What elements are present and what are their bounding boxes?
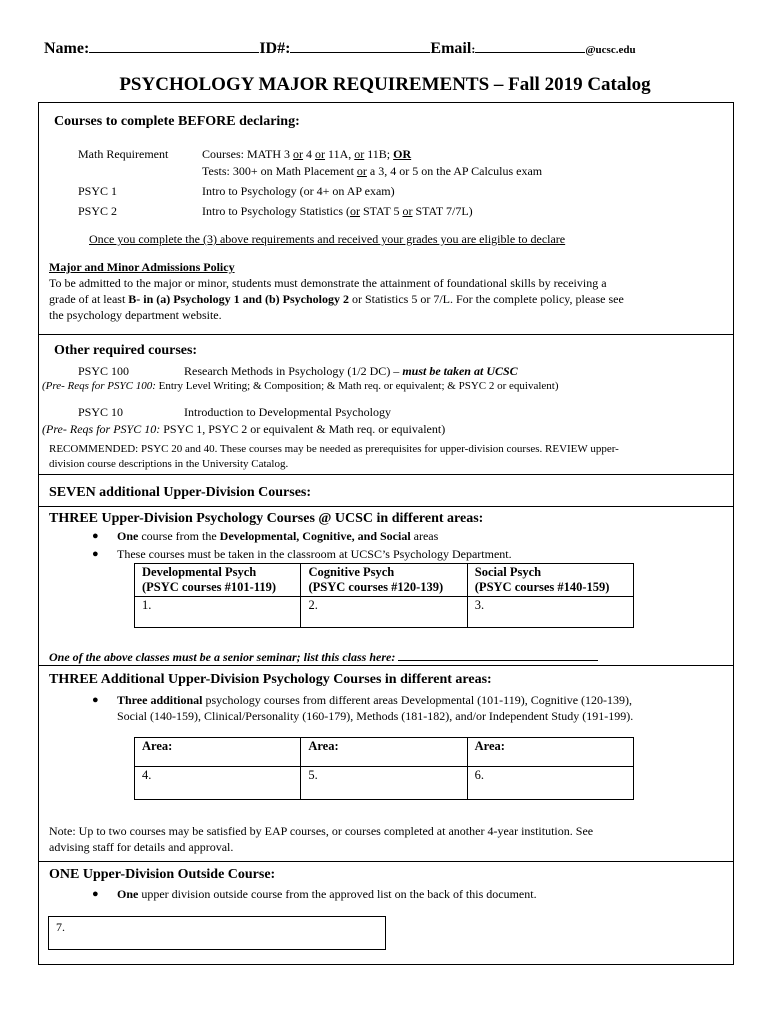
id-field[interactable] — [290, 38, 430, 53]
email-field[interactable] — [475, 38, 585, 53]
eap-note: Note: Up to two courses may be satisfied by EAP courses, or courses completed at another 4-year institution. See advising staff for details and approval. — [49, 824, 594, 854]
psyc100-prereq: (Pre- Reqs for PSYC 100: Entry Level Writing; & Composition; & Math req. or equivalent; & PSYC 2 or equivalent) — [42, 380, 559, 392]
divider — [38, 861, 734, 862]
course-2-field[interactable]: 2. — [301, 597, 467, 628]
seven-heading: SEVEN additional Upper-Division Courses: — [49, 485, 312, 500]
divider — [38, 964, 734, 965]
senior-seminar-field[interactable] — [398, 648, 598, 661]
table-row — [135, 738, 634, 767]
bullet-icon: ● — [92, 530, 99, 542]
three-ucsc-heading: THREE Upper-Division Psychology Courses @ UCSC in different areas: — [49, 511, 484, 526]
outside-bullet: One upper division outside course from the approved list on the back of this document. — [117, 887, 537, 901]
psyc10-prereq: (Pre- Reqs for PSYC 10: PSYC 1, PSYC 2 or equivalent & Math req. or equivalent) — [42, 422, 446, 436]
psyc1-label: PSYC 1 — [78, 184, 118, 198]
psyc2-desc: Intro to Psychology Statistics (or STAT 5 or STAT 7/7L) — [202, 204, 473, 218]
additional-courses-table — [134, 737, 634, 800]
email-colon: : — [471, 42, 476, 56]
email-domain: @ucsc.edu — [585, 44, 636, 56]
area-label-6: Area: — [467, 738, 633, 767]
course-6-field[interactable]: 6. — [467, 767, 633, 800]
psyc10-desc: Introduction to Developmental Psychology — [184, 405, 391, 419]
psyc1-desc: Intro to Psychology (or 4+ on AP exam) — [202, 184, 395, 198]
three-ucsc-bullet-2: These courses must be taken in the classroom at UCSC’s Psychology Department. — [117, 547, 512, 561]
before-declaring-heading: Courses to complete BEFORE declaring: — [54, 114, 300, 129]
ucsc-courses-table — [134, 563, 634, 628]
course-1-field[interactable]: 1. — [135, 597, 301, 628]
three-ucsc-bullet-1: One course from the Developmental, Cognitive, and Social areas — [117, 529, 439, 543]
admissions-heading: Major and Minor Admissions Policy — [49, 260, 235, 274]
email-label: Email — [430, 40, 472, 57]
bullet-icon: ● — [92, 888, 99, 900]
senior-seminar-line: One of the above classes must be a senior seminar; list this class here: — [49, 648, 598, 665]
course-4-field[interactable]: 4. — [135, 767, 301, 800]
divider — [38, 665, 734, 666]
course-7-field[interactable]: 7. — [48, 916, 386, 950]
table-row — [135, 767, 634, 800]
student-info-line — [44, 38, 636, 60]
admissions-text: To be admitted to the major or minor, students must demonstrate the attainment of foundational skills by receiving a grade of at least B- in (a) Psychology 1 and (b) Psychology 2 or Statistics 5 or 7/L. For the complete policy, please see the psychology department website. — [49, 276, 624, 322]
name-label: Name: — [44, 40, 90, 57]
divider — [38, 506, 734, 507]
social-psych-header: Social Psych (PSYC courses #140-159) — [467, 564, 633, 597]
area-label-5: Area: — [301, 738, 467, 767]
page-title: PSYCHOLOGY MAJOR REQUIREMENTS – Fall 2019 Catalog — [119, 74, 651, 95]
dev-psych-header: Developmental Psych (PSYC courses #101-119) — [135, 564, 301, 597]
psyc100-label: PSYC 100 — [78, 364, 130, 378]
table-row — [135, 564, 634, 597]
table-row — [135, 597, 634, 628]
bullet-icon: ● — [92, 694, 99, 706]
cog-psych-header: Cognitive Psych (PSYC courses #120-139) — [301, 564, 467, 597]
three-additional-bullet: Three additional psychology courses from different areas Developmental (101-119), Cognitive (120-139), Social (140-159), Clinical/Personality (160-179), Methods (181-182), and/or Independent Study (191-199). — [117, 693, 634, 723]
outside-heading: ONE Upper-Division Outside Course: — [49, 867, 276, 882]
math-req-line1: Courses: MATH 3 or 4 or 11A, or 11B; OR — [202, 147, 412, 161]
course-3-field[interactable]: 3. — [467, 597, 633, 628]
name-field[interactable] — [89, 38, 259, 53]
recommended-note: RECOMMENDED: PSYC 20 and 40. These courses may be needed as prerequisites for upper-division courses. REVIEW upper- division course descriptions in the University Catalog. — [49, 443, 619, 470]
psyc10-label: PSYC 10 — [78, 405, 124, 419]
psyc2-label: PSYC 2 — [78, 204, 118, 218]
id-label: ID#: — [259, 40, 291, 57]
course-5-field[interactable]: 5. — [301, 767, 467, 800]
three-additional-heading: THREE Additional Upper-Division Psychology Courses in different areas: — [49, 672, 492, 687]
divider — [38, 102, 734, 103]
psyc100-desc: Research Methods in Psychology (1/2 DC) – must be taken at UCSC — [184, 364, 518, 378]
bullet-icon: ● — [92, 548, 99, 560]
math-req-line2: Tests: 300+ on Math Placement or a 3, 4 or 5 on the AP Calculus exam — [202, 164, 543, 178]
area-label-4: Area: — [135, 738, 301, 767]
other-required-heading: Other required courses: — [54, 343, 198, 358]
eligible-note: Once you complete the (3) above requirements and received your grades you are eligible to declare — [89, 232, 566, 246]
math-req-label: Math Requirement — [78, 147, 169, 161]
